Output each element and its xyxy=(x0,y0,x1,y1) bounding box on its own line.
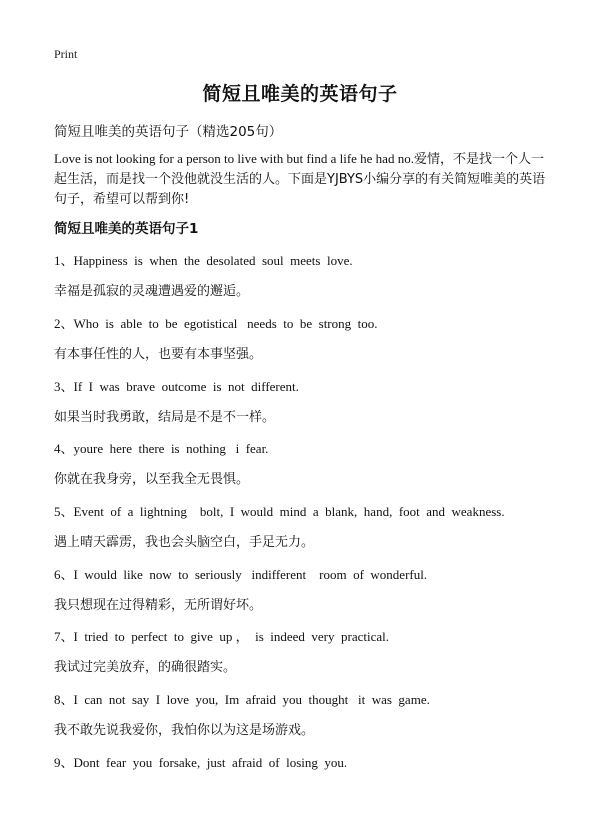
entry-3-chinese: 如果当时我勇敢，结局是不是不一样。 xyxy=(54,410,276,425)
entry-6-english: 6、I would like now to seriously indifferent room of wonderful. xyxy=(54,567,428,582)
entry-9-english: 9、Dont fear you forsake, just afraid of losing you. xyxy=(54,755,348,770)
entry-7-english: 7、I tried to perfect to give up ， is indeed very practical. xyxy=(54,629,390,644)
entry-8-english: 8、I can not say I love you, Im afraid you thought it was game. xyxy=(54,692,430,707)
entry-4-chinese: 你就在我身旁，以至我全无畏惧。 xyxy=(54,472,250,487)
entry-1-chinese: 幸福是孤寂的灵魂遭遇爱的邂逅。 xyxy=(54,284,250,299)
intro-english: Love is not looking for a person to live with but find a life he had no. xyxy=(54,151,414,166)
subtitle: 简短且唯美的英语句子（精选205句） xyxy=(54,124,283,140)
entry-3-english: 3、If I was brave outcome is not different. xyxy=(54,379,299,394)
entry-1-english: 1、Happiness is when the desolated soul meets love. xyxy=(54,253,353,268)
section-heading: 简短且唯美的英语句子1 xyxy=(54,221,199,237)
intro-chinese: 爱情，不是找一个人一起生活，而是找一个没他就没生活的人。下面是YJBYS小编分享的有关简短唯美的英语句子，希望可以帮到你! xyxy=(54,152,546,207)
entry-5-chinese: 遇上晴天霹雳，我也会头脑空白，手足无力。 xyxy=(54,535,315,550)
page-title: 简短且唯美的英语句子 xyxy=(202,83,398,105)
entry-8-chinese: 我不敢先说我爱你，我怕你以为这是场游戏。 xyxy=(54,723,315,738)
intro-paragraph xyxy=(54,149,550,210)
entry-5-english: 5、Event of a lightning bolt, I would mind a blank, hand, foot and weakness. xyxy=(54,504,505,519)
entry-7-chinese: 我试过完美放弃，的确很踏实。 xyxy=(54,660,237,675)
print-label[interactable]: Print xyxy=(54,47,78,61)
entry-2-english: 2、Who is able to be egotistical needs to be strong too. xyxy=(54,316,378,331)
entry-2-chinese: 有本事任性的人，也要有本事坚强。 xyxy=(54,347,263,362)
entry-6-chinese: 我只想现在过得精彩，无所谓好坏。 xyxy=(54,598,263,613)
entry-4-english: 4、youre here there is nothing i fear. xyxy=(54,441,269,456)
